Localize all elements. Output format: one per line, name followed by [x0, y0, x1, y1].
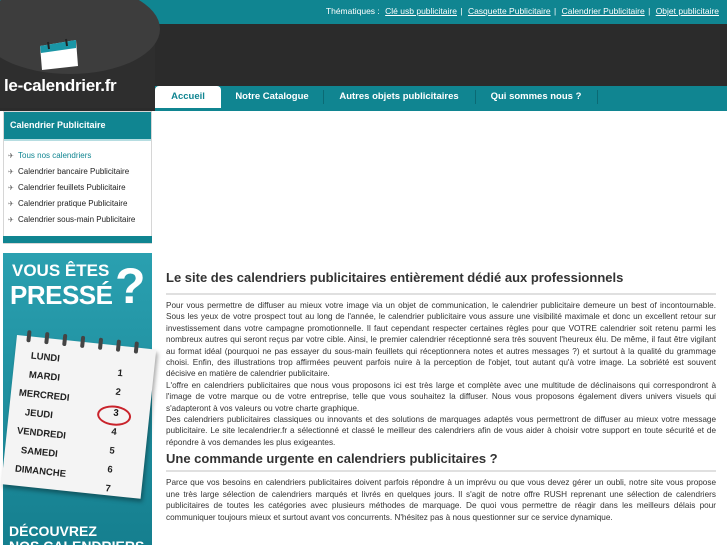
banner-line2: PRESSÉ	[10, 280, 113, 310]
banner-line1: VOUS ÊTES	[12, 261, 110, 280]
day-number: 7	[104, 483, 112, 495]
nav-separator	[475, 90, 476, 104]
sidebar-list	[8, 148, 135, 228]
calendar-logo-icon	[36, 38, 80, 72]
nav-separator	[323, 90, 324, 104]
calendar-sheet-image	[1, 335, 156, 499]
ring	[62, 334, 67, 346]
sidebar-item-label: Tous nos calendriers	[18, 151, 92, 160]
intro-paragraph: Pour vous permettre de diffuser au mieux votre image via un objet de communication, le calendrier publicitaire demeure un best of incontournable. Sous les yeux de votre prospect tout au long de l'année, le calendrier publicitaire vous assure une visibilité maximale et donc un excellent retour sur investissement dans votre campagne promotionnelle. Il faut cependant respecter certaines règles pour que VOTRE calendrier soit retenu parmi les nombreux autres qui seront reçus par votre cible. Ainsi, le premier calendrier réceptionné sera très souvent l'heureux élu. De même, il faut être vigilant au format idéal (pourquoi ne pas essayer du sous-main feuillets qui réceptionnera notes et autres messages ?) et surtout à la qualité du grammage choisi. Enfin, des illustrations trop affirmées peuvent parfois nuire à la perception de l'objet, tout autant qu'à votre image. La sobriété est souvent décisive en matière de calendrier publicitaire.	[166, 301, 716, 379]
sidebar-item-tous[interactable]	[8, 148, 135, 164]
rush-paragraph: Parce que vos besoins en calendriers publicitaires doivent parfois répondre à un imprévu ou que vous devez gérer un oubli, notre site vous propose une très large sélection de calendriers marqués et livrés en quelques jours. Il s'agit de notre offre RUSH reprenant une sélection de calendriers publicitaires de toutes les catégories avec plusieurs méthodes de marquage. De quoi vous permettre de réagir dans les meilleurs délais pour communiquer toujours mieux et surtout avant vos concurrents. N'hésitez pas à nous questionner sur ce service dynamique.	[166, 478, 716, 522]
tab-qui-sommes-nous[interactable]: Qui sommes nous ?	[490, 91, 582, 102]
day-number: 6	[106, 464, 114, 476]
main-content	[166, 270, 716, 523]
logo-text: le-calendrier.fr	[4, 76, 117, 95]
ring	[116, 339, 121, 351]
bullet-icon: ✈	[8, 217, 14, 224]
tab-notre-catalogue[interactable]: Notre Catalogue	[235, 91, 309, 102]
bullet-icon: ✈	[8, 153, 14, 160]
bullet-icon: ✈	[8, 201, 14, 208]
day-label: SAMEDI	[20, 445, 59, 460]
logo-swoosh	[0, 0, 160, 74]
sidebar-item-label: Calendrier feuillets Publicitaire	[18, 183, 126, 192]
promo-banner[interactable]	[3, 253, 152, 554]
sidebar-item-label: Calendrier bancaire Publicitaire	[18, 167, 130, 176]
ring	[134, 341, 139, 353]
title-rule	[166, 293, 716, 295]
day-label: MERCREDI	[18, 387, 70, 404]
day-number: 2	[114, 386, 122, 399]
ring	[98, 338, 103, 350]
day-label: LUNDI	[30, 350, 61, 365]
thematiques-label: Thématiques :	[325, 6, 380, 16]
sidebar-item-pratique[interactable]	[8, 196, 135, 212]
logo[interactable]	[0, 24, 155, 108]
sidebar-item-feuillets[interactable]	[8, 180, 135, 196]
solutions-paragraph: Des calendriers publicitaires classiques ou innovants et des solutions de marquages adaptés vous permettront de diffuser au mieux votre message publicitaire. Le site lecalendrier.fr a sélectionné et classé le meilleur des calendriers afin de vous aider à choisir votre support en toute sécurité et de répondre à vos demandes les plus exigeantes.	[166, 415, 716, 447]
sidebar-item-label: Calendrier pratique Publicitaire	[18, 199, 128, 208]
sidebar-item-sous-main[interactable]	[8, 212, 135, 228]
day-number: 4	[110, 426, 118, 438]
nav-underline	[155, 108, 727, 111]
sidebar-item-bancaire[interactable]	[8, 164, 135, 180]
banner-question-mark: ?	[115, 258, 146, 314]
sidebar-bottom-bar	[3, 236, 152, 243]
day-label: DIMANCHE	[14, 463, 67, 480]
link-objet[interactable]: Objet publicitaire	[655, 6, 719, 16]
banner-cta-line2: NOS CALENDRIERS	[9, 538, 145, 554]
day-number: 5	[108, 445, 116, 457]
sidebar-heading: Calendrier Publicitaire	[4, 112, 151, 139]
link-calendrier[interactable]: Calendrier Publicitaire	[561, 6, 645, 16]
day-label: JEUDI	[24, 407, 54, 422]
link-casquette[interactable]: Casquette Publicitaire	[467, 6, 551, 16]
sidebar-menu	[3, 111, 152, 244]
banner-cta-line1: DÉCOUVREZ	[9, 523, 97, 539]
ring	[26, 330, 31, 342]
day-number: 1	[116, 367, 124, 380]
circled-day-mark	[96, 404, 132, 427]
thematiques-links: Thématiques : Clé usb publicitaire | Casquette Publicitaire | Calendrier Publicitaire | Objet publicitaire	[325, 6, 719, 16]
ring	[80, 336, 85, 348]
link-cle-usb[interactable]: Clé usb publicitaire	[385, 6, 457, 16]
ring	[44, 332, 49, 344]
day-number: 3	[112, 407, 120, 420]
day-label: VENDREDI	[16, 425, 67, 442]
tab-accueil[interactable]: Accueil	[155, 86, 221, 108]
page-title: Le site des calendriers publicitaires entièrement dédié aux professionnels	[166, 270, 624, 285]
section-title-urgent: Une commande urgente en calendriers publicitaires ?	[166, 451, 498, 467]
sidebar-item-label: Calendrier sous-main Publicitaire	[18, 215, 136, 224]
main-nav	[155, 86, 727, 108]
offer-paragraph: L'offre en calendriers publicitaires que nous vous proposons ici est très large et complète avec une multitude de déclinaisons qui correspondront à l'image de votre marque ou de votre entreprise, telle que vous souhaitez la diffuser. Nous vous proposons également divers univers visuels qui s'adapteront à vos valeurs ou votre charte graphique.	[166, 380, 716, 413]
section-rule	[166, 470, 716, 472]
bullet-icon: ✈	[8, 169, 14, 176]
tab-autres-objets[interactable]: Autres objets publicitaires	[339, 91, 459, 102]
bullet-icon: ✈	[8, 185, 14, 192]
nav-separator	[597, 90, 598, 104]
day-label: MARDI	[28, 369, 61, 384]
sidebar-heading-line	[4, 139, 151, 141]
